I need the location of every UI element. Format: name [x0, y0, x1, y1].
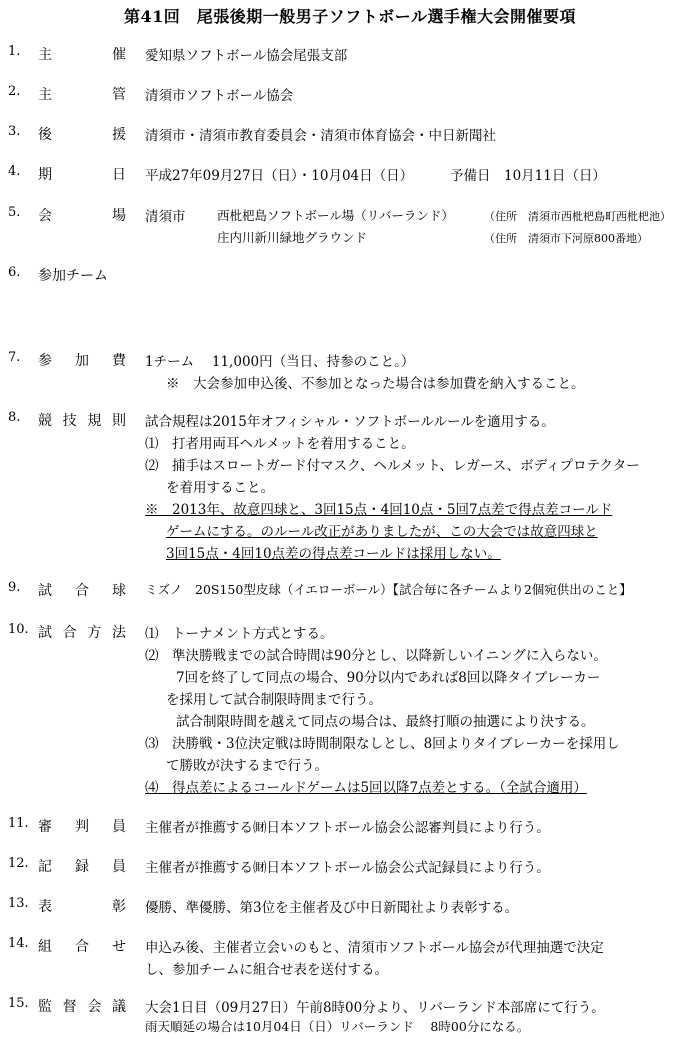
section-number: 1.: [8, 44, 21, 59]
section-label: 会 場: [38, 208, 126, 224]
section-label: 参 加 費: [38, 353, 126, 369]
section-number: 5.: [8, 205, 21, 220]
section-label: 参加チーム: [38, 268, 108, 284]
section-number: 2.: [8, 84, 21, 99]
rule-line: ⑵ 捕手はスロートガード付マスク、ヘルメット、レガース、ボディプロテクター: [145, 458, 640, 474]
section-number: 6.: [8, 265, 21, 280]
section-number: 13.: [8, 896, 29, 911]
section-value: 主催者が推薦する㈶日本ソフトボール協会公認審判員により行う。: [145, 820, 550, 836]
section-value: 清須市・清須市教育委員会・清須市体育協会・中日新聞社: [145, 128, 496, 144]
format-line: 7回を終了して同点の場合、90分以内であれば8回以降タイブレーカー: [176, 670, 601, 686]
section-label: 主 管: [38, 87, 126, 103]
venue-address: （住所 清須市下河原800番地）: [484, 232, 648, 245]
section-label: 記 録 員: [38, 859, 126, 875]
format-line: ⑶ 決勝戦・3位決定戦は時間制限なしとし、8回よりタイブレーカーを採用し: [145, 736, 620, 752]
section-label: 競 技 規 則: [38, 413, 126, 429]
section-value: 申込み後、主催者立会いのもと、清須市ソフトボール協会が代理抽選で決定: [145, 940, 604, 956]
section-label: 後 援: [38, 127, 126, 143]
venue-name: 庄内川新川緑地グラウンド: [217, 230, 368, 245]
section-label: 監 督 会 議: [38, 999, 126, 1015]
section-value: 平成27年09月27日（日）・10月04日（日）: [145, 168, 414, 184]
section-value-cont: し、参加チームに組合せ表を送付する。: [145, 962, 388, 978]
section-value: 優勝、準優勝、第3位を主催者及び中日新聞社より表彰する。: [145, 900, 519, 916]
section-label: 期 日: [38, 167, 126, 183]
document-title: 第41回 尾張後期一般男子ソフトボール選手権大会開催要項: [124, 7, 576, 26]
section-value: 清須市ソフトボール協会: [145, 88, 294, 104]
section-number: 10.: [8, 622, 29, 637]
section-value-cont: 雨天順延の場合は10月04日（日）リバーランド 8時00分になる。: [145, 1019, 530, 1034]
rule-note-line: 3回15点・4回10点差の得点差コールドは採用しない。: [166, 546, 501, 562]
section-value: 主催者が推薦する㈶日本ソフトボール協会公式記録員により行う。: [145, 860, 550, 876]
rule-line: ⑴ 打者用両耳ヘルメットを着用すること。: [145, 436, 415, 452]
section-number: 15.: [8, 996, 29, 1011]
rule-note-line: ゲームにする。のルール改正がありましたが、この大会では故意四球と: [166, 524, 598, 540]
section-label: 試 合 方 法: [38, 625, 126, 641]
section-number: 4.: [8, 164, 21, 179]
rule-note-line: ※ 2013年、故意四球と、3回15点・4回10点・5回7点差で得点差コールド: [145, 502, 613, 518]
format-line: 試合制限時間を越えて同点の場合は、最終打順の抽選により決する。: [176, 714, 595, 730]
venue-address: （住所 清須市西枇杷島町西枇杷池）: [484, 210, 671, 223]
rule-line: を着用すること。: [166, 480, 274, 496]
section-number: 11.: [8, 816, 29, 831]
fee-note: ※ 大会参加申込後、不参加となった場合は参加費を納入すること。: [166, 376, 585, 392]
format-line: ⑵ 準決勝戦までの試合時間は90分とし、以降新しいイニングに入らない。: [145, 648, 607, 664]
section-label: 組 合 せ: [38, 939, 126, 955]
section-value: ミズノ 20S150型皮球（イエローボール）【試合毎に各チームより2個宛供出のこと】: [145, 582, 632, 597]
section-number: 3.: [8, 124, 21, 139]
section-label: 試 合 球: [38, 583, 126, 599]
section-number: 14.: [8, 936, 29, 951]
section-label: 表 彰: [38, 899, 126, 915]
format-line: を採用して試合制限時間まで行う。: [166, 692, 382, 708]
section-value: 大会1日目（09月27日）午前8時00分より、リバーランド本部席にて行う。: [145, 1000, 605, 1016]
section-number: 12.: [8, 856, 29, 871]
format-line: ⑷ 得点差によるコールドゲームは5回以降7点差とする。（全試合適用）: [145, 780, 587, 796]
venue-city: 清須市: [145, 209, 186, 225]
reserve-day: 予備日 10月11日（日）: [450, 168, 606, 184]
section-value: 1チーム 11,000円（当日、持参のこと。）: [145, 354, 415, 370]
section-value: 試合規程は2015年オフィシャル・ソフトボールルールを適用する。: [145, 414, 555, 430]
format-line: ⑴ トーナメント方式とする。: [145, 626, 334, 642]
section-value: 愛知県ソフトボール協会尾張支部: [145, 48, 348, 64]
section-number: 8.: [8, 410, 21, 425]
section-number: 9.: [8, 580, 21, 595]
section-label: 主 催: [38, 47, 126, 63]
section-number: 7.: [8, 350, 21, 365]
section-label: 審 判 員: [38, 819, 126, 835]
format-line: て勝敗が決するまで行う。: [166, 758, 328, 774]
venue-name: 西枇杷島ソフトボール場（リバーランド）: [217, 208, 454, 223]
